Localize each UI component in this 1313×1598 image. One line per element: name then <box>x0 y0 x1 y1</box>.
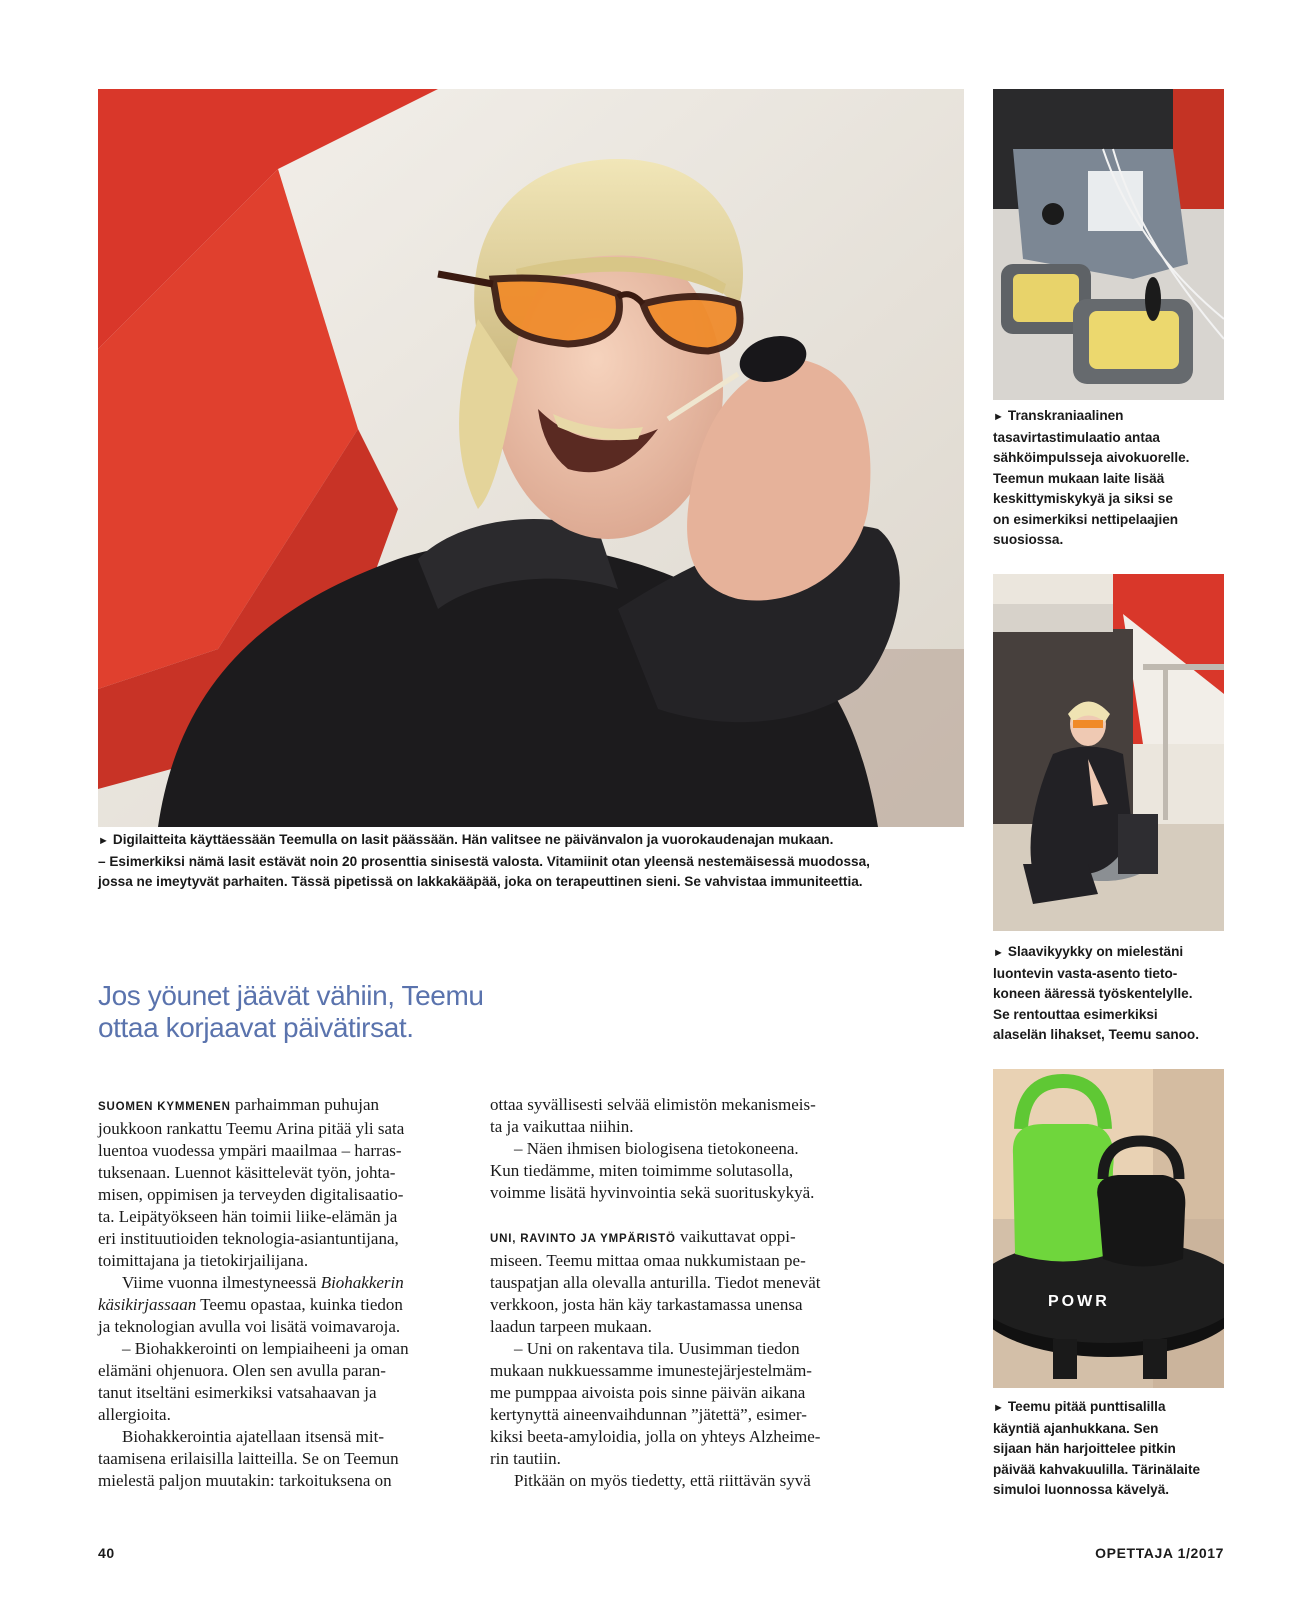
caption-arrow-icon: ► <box>993 947 1004 959</box>
squat-photo-caption: ► Slaavikyykky on mielestäni luontevin vasta-asento tieto- koneen ääressä työskentelylle. Se rentouttaa esimerkiksi alaselän lihakset, Teemu sanoo. <box>993 944 1200 1042</box>
paragraph: Pitkään on myös tiedetty, että riittävän syvä <box>514 1471 811 1490</box>
paragraph: – Näen ihmisen biologisena tietokoneena. Kun tiedämme, miten toimimme solutasolla, voimme lisätä hyvinvointia sekä suorituskykyä. <box>490 1139 815 1202</box>
main-photo <box>98 89 964 827</box>
book-title: käsikirjassaan <box>98 1295 197 1314</box>
magazine-issue: OPETTAJA 1/2017 <box>1095 1545 1224 1561</box>
squat-photo <box>993 574 1224 931</box>
caption-arrow-icon: ► <box>993 1402 1004 1414</box>
body-column-2 <box>490 1094 880 1492</box>
caption-arrow-icon: ► <box>993 411 1004 423</box>
device-photo-caption: ► Transkraniaalinen tasavirtastimulaatio antaa sähköimpulsseja aivokuorelle. Teemun mukaan laite lisää keskittymiskykyä ja siksi se on esimerkiksi nettipelaajien suosiossa. <box>993 408 1190 547</box>
book-title: Biohakkerin <box>320 1273 404 1292</box>
paragraph: – Uni on rakentava tila. Uusimman tiedon mukaan nukkuessamme imunestejärjestelmäm- me pumppaa aivoista pois sinne päivän aikana kertynyttä aineenvaihdunnan ”jätettä”, esimer- kiksi beeta-amyloidia, jolla on yhteys Alzheime- rin tautiin. <box>490 1339 821 1468</box>
platform-brand-text: POWR <box>1048 1293 1110 1310</box>
paragraph: Biohakkerointia ajatellaan itsensä mit- taamisena erilaisilla laitteilla. Se on Teemun mielestä paljon muutakin: tarkoituksena on <box>98 1427 399 1490</box>
page-number: 40 <box>98 1545 115 1561</box>
caption-arrow-icon: ► <box>98 835 109 847</box>
paragraph: UNI, RAVINTO JA YMPÄRISTÖ vaikuttavat oppi- miseen. Teemu mittaa omaa nukkumistaan pe- tauspatjan alla olevalla anturilla. Tiedot menevät verkkoon, josta hän käy tarkastamassa unensa laadun tarpeen mukaan. <box>490 1227 821 1336</box>
kettlebell-photo <box>993 1069 1224 1388</box>
lead-in: SUOMEN KYMMENEN <box>98 1101 231 1113</box>
paragraph: Viime vuonna ilmestyneessä Biohakkerin käsikirjassaan Teemu opastaa, kuinka tiedon ja teknologian avulla voi lisätä voimavaroja. <box>98 1273 404 1336</box>
kettlebell-photo-caption: ► Teemu pitää punttisalilla käyntiä ajanhukkana. Sen sijaan hän harjoittelee pitkin päivää kahvakuulilla. Tärinälaite simuloi luonnossa kävelyä. <box>993 1399 1201 1497</box>
paragraph: SUOMEN KYMMENEN parhaimman puhujan joukkoon rankattu Teemu Arina pitää yli sata luentoa vuodessa ympäri maailmaa – harras- tuksenaan. Luennot käsittelevät työn, johta- misen, oppimisen ja terveyden digitalisaatio- ta. Leipätyökseen hän toimii liike-elämän ja eri instituutioiden teknologia-asiantuntijana, toimittajana ja tietokirjailijana. <box>98 1095 405 1270</box>
paragraph: ottaa syvällisesti selvää elimistön mekanismeis- ta ja vaikuttaa niihin. <box>490 1095 816 1136</box>
main-photo-caption: ► Digilaitteita käyttäessään Teemulla on lasit päässään. Hän valitsee ne päivänvalon ja vuorokaudenajan mukaan. – Esimerkiksi nämä lasit estävät noin 20 prosenttia sinisestä valosta. Vitamiinit otan yleensä nestemäisessä muodossa, jossa ne imeytyvät parhaiten. Tässä pipetissä on lakkakääpää, joka on terapeuttinen sieni. Se vahvistaa immuniteettia. <box>98 832 870 889</box>
paragraph: – Biohakkerointi on lempiaiheeni ja oman elämäni ohjenuora. Olen sen avulla paran- tanut itseltäni esimerkiksi vatsahaavan ja allergioita. <box>98 1339 409 1424</box>
device-photo <box>993 89 1224 400</box>
pull-quote: Jos yöunet jäävät vähiin, Teemu ottaa korjaavat päivätirsat. <box>98 980 484 1043</box>
lead-in: UNI, RAVINTO JA YMPÄRISTÖ <box>490 1233 676 1245</box>
body-column-1 <box>98 1094 468 1492</box>
